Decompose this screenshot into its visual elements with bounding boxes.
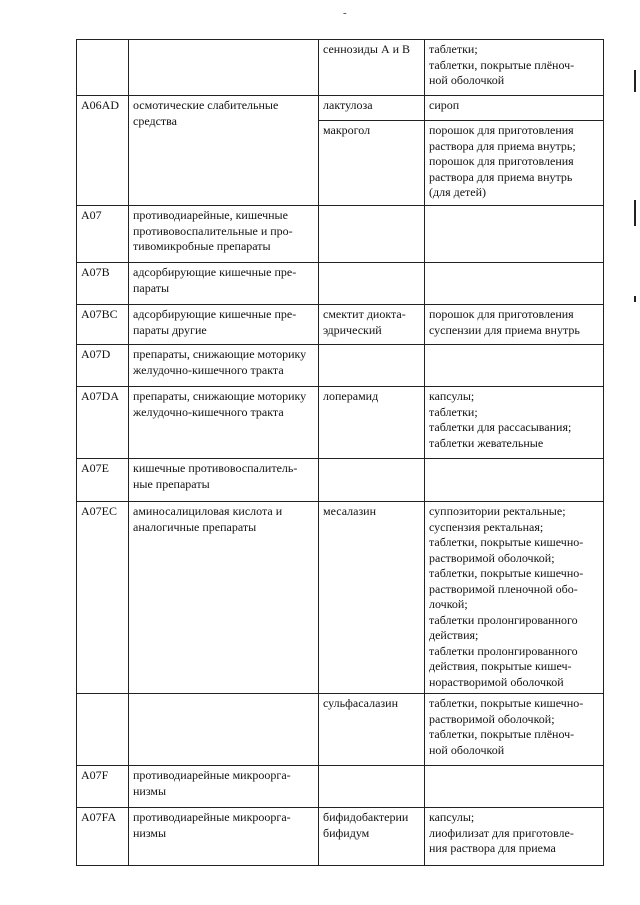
dosage-form-cell: [425, 345, 604, 387]
table-row: [77, 387, 604, 459]
table-row: [77, 808, 604, 866]
atc-code-cell: A07B: [77, 263, 129, 305]
table-row: [77, 694, 604, 766]
group-name-cell: препараты, снижающие моторику желудочно-кишечного тракта: [129, 345, 319, 387]
group-name-cell: адсорбирующие кишечные пре- параты: [129, 263, 319, 305]
atc-code-cell: [77, 40, 129, 96]
drug-name-cell: сульфасалазин: [319, 694, 425, 766]
edge-mark: [634, 200, 636, 226]
page-marker: -: [343, 7, 347, 19]
dosage-form-cell: таблетки, покрытые кишечно- растворимой оболочкой; таблетки, покрытые плёноч- ной оболочкой: [425, 694, 604, 766]
drug-name-cell: [319, 206, 425, 263]
atc-code-cell: [77, 694, 129, 766]
edge-mark: [634, 296, 636, 302]
group-name-cell: противодиарейные, кишечные противовоспалительные и про- тивомикробные препараты: [129, 206, 319, 263]
group-name-cell: осмотические слабительные средства: [129, 96, 319, 206]
drug-name-cell: бифидобактерии бифидум: [319, 808, 425, 866]
drug-name-cell: [319, 345, 425, 387]
dosage-form-cell: суппозитории ректальные; суспензия ректальная; таблетки, покрытые кишечно- растворимой оболочкой; таблетки, покрытые кишечно- растворимой пленочной обо- лочкой; таблетки пролонгированного действия; таблетки пролонгированного действия, покрытые кишеч- норастворимой оболочкой: [425, 502, 604, 694]
table-row: [77, 305, 604, 345]
drug-name-cell: смектит диокта- эдрический: [319, 305, 425, 345]
atc-code-cell: A07D: [77, 345, 129, 387]
dosage-form-cell: порошок для приготовления раствора для приема внутрь; порошок для приготовления раствора для приема внутрь (для детей): [425, 121, 604, 206]
table-row: [77, 40, 604, 96]
atc-code-cell: A07BC: [77, 305, 129, 345]
group-name-cell: препараты, снижающие моторику желудочно-кишечного тракта: [129, 387, 319, 459]
drug-name-cell: [319, 459, 425, 502]
atc-code-cell: A07FA: [77, 808, 129, 866]
drug-name-cell: месалазин: [319, 502, 425, 694]
dosage-form-cell: порошок для приготовления суспензии для приема внутрь: [425, 305, 604, 345]
group-name-cell: противодиарейные микроорга- низмы: [129, 766, 319, 808]
table-row: [77, 206, 604, 263]
dosage-form-cell: [425, 459, 604, 502]
table-row: [77, 766, 604, 808]
table-row: [77, 345, 604, 387]
dosage-form-cell: капсулы; лиофилизат для приготовле- ния раствора для приема: [425, 808, 604, 866]
dosage-form-cell: [425, 206, 604, 263]
atc-code-cell: A07E: [77, 459, 129, 502]
table-row: [77, 502, 604, 694]
atc-code-cell: A06AD: [77, 96, 129, 206]
dosage-form-cell: сироп: [425, 96, 604, 121]
dosage-form-cell: [425, 263, 604, 305]
drug-classification-table: [76, 39, 604, 866]
drug-name-cell: макрогол: [319, 121, 425, 206]
table-row: [77, 459, 604, 502]
atc-code-cell: A07: [77, 206, 129, 263]
drug-name-cell: лоперамид: [319, 387, 425, 459]
drug-name-cell: сеннозиды А и В: [319, 40, 425, 96]
atc-code-cell: A07F: [77, 766, 129, 808]
atc-code-cell: A07EC: [77, 502, 129, 694]
table-row: [77, 263, 604, 305]
edge-mark: [634, 70, 636, 92]
group-name-cell: кишечные противовоспалитель- ные препараты: [129, 459, 319, 502]
dosage-form-cell: таблетки; таблетки, покрытые плёноч- ной оболочкой: [425, 40, 604, 96]
drug-name-cell: [319, 766, 425, 808]
dosage-form-cell: капсулы; таблетки; таблетки для рассасывания; таблетки жевательные: [425, 387, 604, 459]
group-name-cell: адсорбирующие кишечные пре- параты другие: [129, 305, 319, 345]
table-row: [77, 96, 604, 121]
dosage-form-cell: [425, 766, 604, 808]
drug-name-cell: [319, 263, 425, 305]
group-name-cell: аминосалициловая кислота и аналогичные препараты: [129, 502, 319, 694]
group-name-cell: [129, 694, 319, 766]
drug-name-cell: лактулоза: [319, 96, 425, 121]
atc-code-cell: A07DA: [77, 387, 129, 459]
group-name-cell: [129, 40, 319, 96]
group-name-cell: противодиарейные микроорга- низмы: [129, 808, 319, 866]
